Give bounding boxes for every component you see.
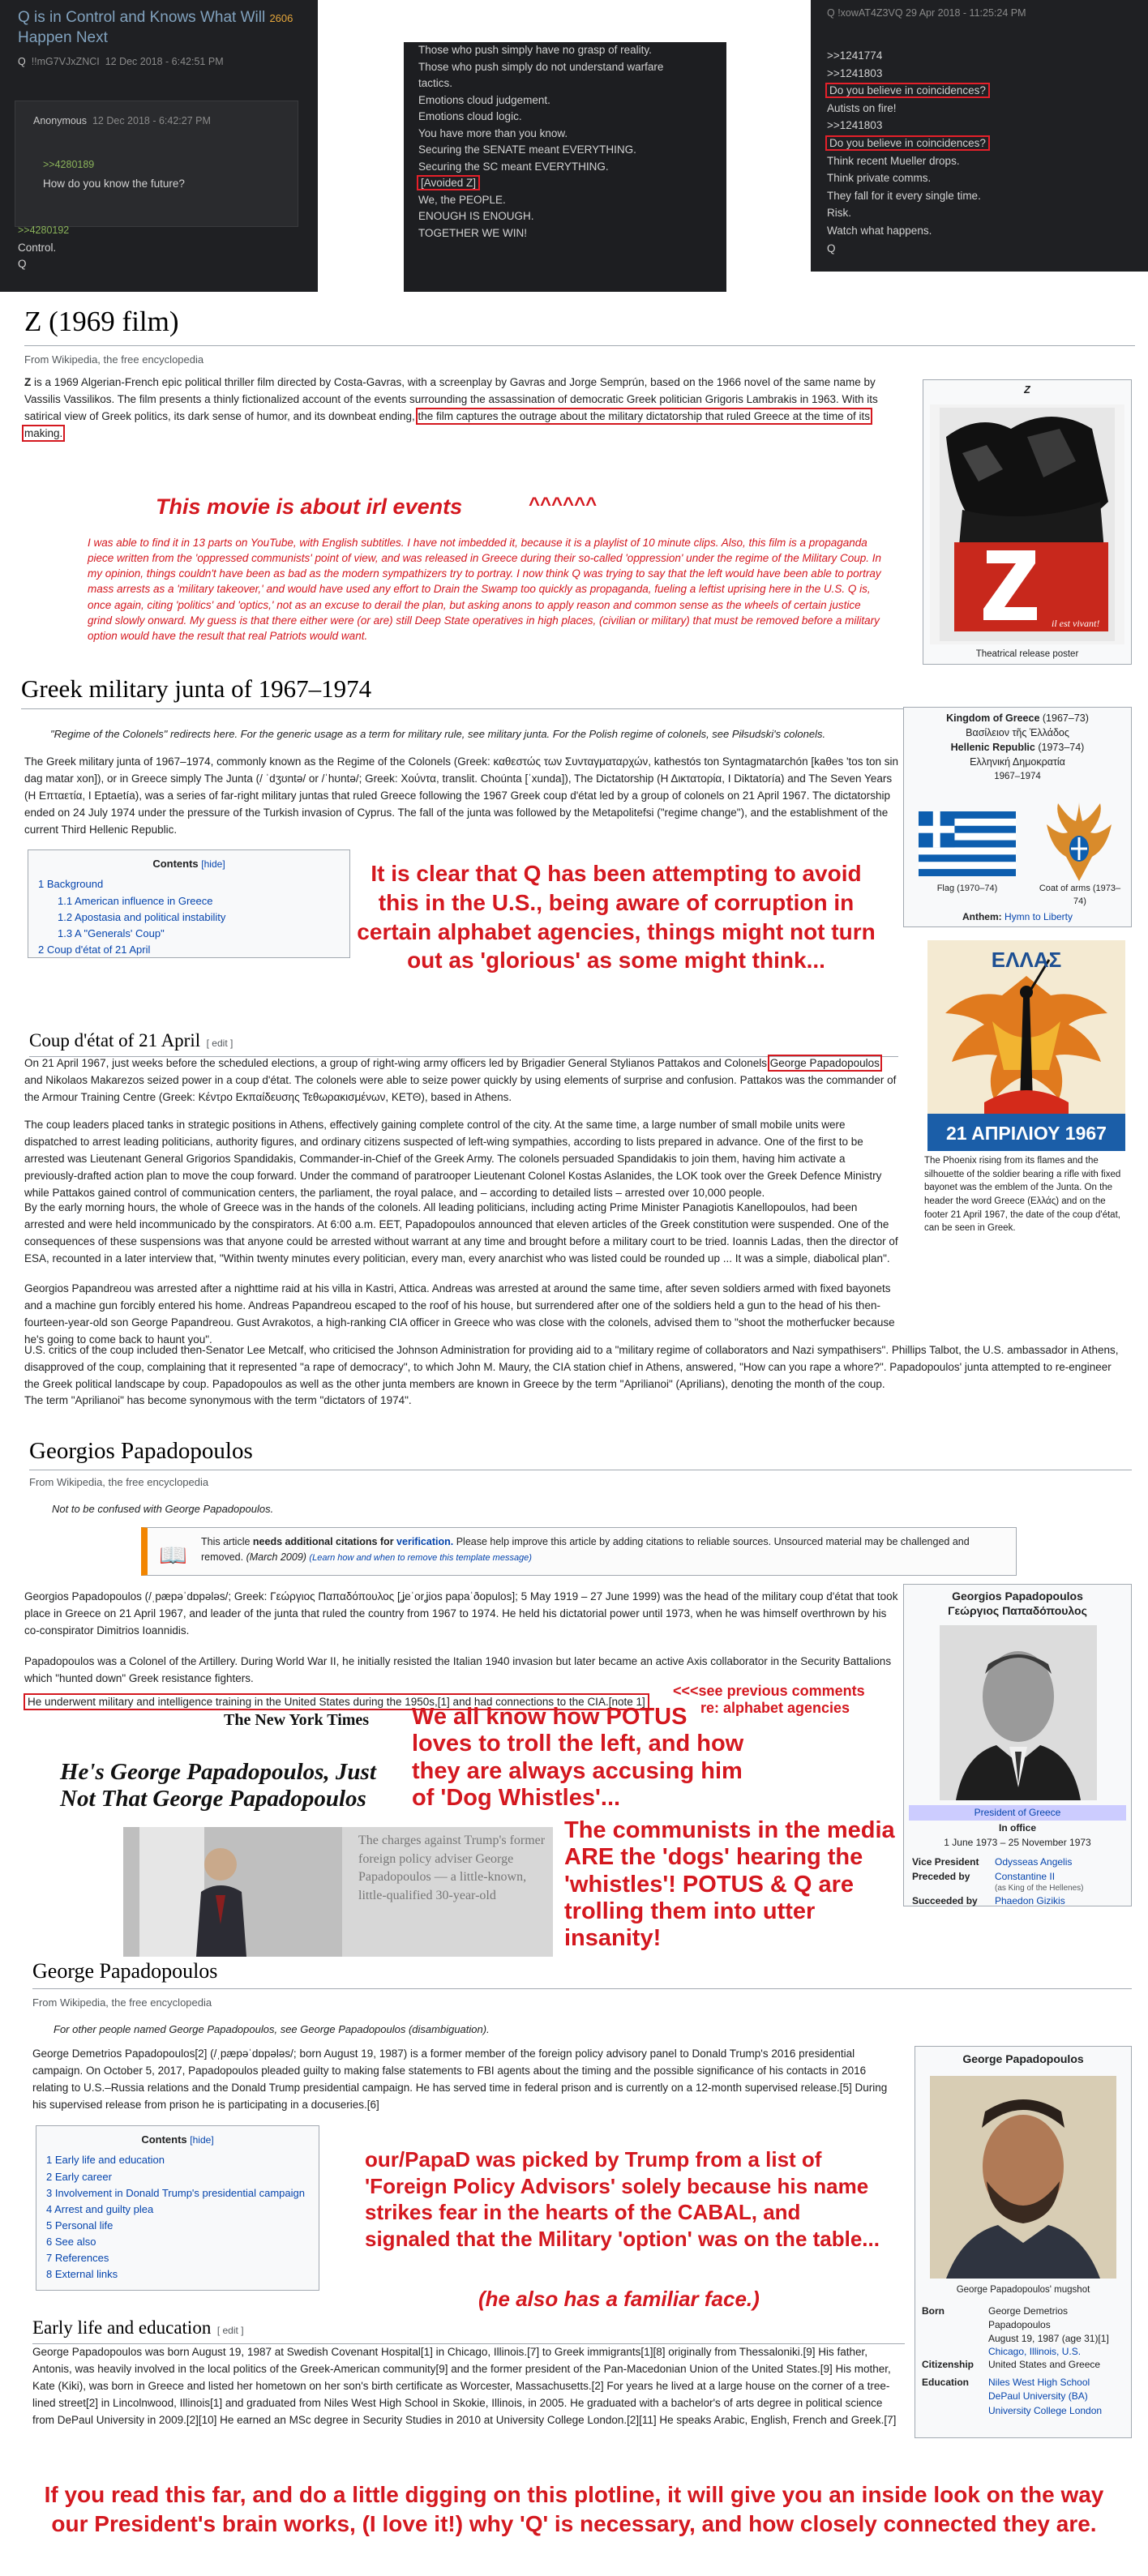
ib-inoffice: In office xyxy=(998,1822,1036,1834)
ref-link[interactable]: >>1241774 xyxy=(827,49,883,62)
geo-infobox xyxy=(915,2046,1132,2438)
panel3-line: Q xyxy=(827,242,836,255)
gp-hatnote: Not to be confused with George Papadopoulos. xyxy=(52,1503,274,1515)
toc-item[interactable]: 1.2 Apostasia and political instability xyxy=(58,910,226,923)
nyt-headline: He's George Papadopoulos, Just Not That George Papadopoulos xyxy=(60,1759,376,1812)
footer-callout: If you read this far, and do a little digging on this plotline, it will give you an inside look on the way our President's brain works, (I love it!) why 'Q' is necessary, and how closely connected they are. xyxy=(44,2482,1104,2537)
ib-office: President of Greece xyxy=(909,1805,1126,1821)
panel2-lines xyxy=(418,42,718,242)
callout-familiar-face: (he also has a familiar face.) xyxy=(478,2287,760,2311)
ib-pre-note: (as King of the Hellenes) xyxy=(995,1884,1084,1893)
junta-infobox: Kingdom of Greece (1967–73) Βασίλειον τῆς Ἑλλάδος Hellenic Republic (1973–74) Ελληνική Δημοκρατία 1967–1974 Flag (1970–74) Coat of arms (1973–74) Anthem: Hymn to Liberty xyxy=(903,707,1132,927)
q-post-panel-2 xyxy=(404,42,726,292)
toc-item[interactable]: 2 Coup d'état of 21 April xyxy=(38,944,151,956)
poster-caption: Theatrical release poster xyxy=(975,649,1079,659)
panel3-line: Autists on fire! xyxy=(827,101,897,114)
z-section xyxy=(24,302,1135,367)
gp-subtitle: From Wikipedia, the free encyclopedia xyxy=(29,1476,209,1489)
ib-years: 1967–1974 xyxy=(994,771,1041,781)
edit-link[interactable]: [ edit ] xyxy=(216,2325,244,2336)
panel2-line: Emotions cloud logic. xyxy=(418,110,522,123)
ib-suc-label: Succeeded by xyxy=(912,1895,978,1906)
post-count: 2606 xyxy=(269,12,293,24)
coup-p6: The term "Aprilianoi" has become synonymous with the term "dictators of 1974". xyxy=(24,1394,412,1406)
reply-ref[interactable]: >>4280189 xyxy=(43,159,95,170)
coup-p3: By the early morning hours, the whole of Greece was in the hands of the colonels. All leading politicians, including acting Prime Minister Panagiotis Kanellopoulos, had been arrested and were held incommunicado by the conspirators. At 6:00 a.m. EET, Papadopoulos announced that eleven articles of the Greek constitution were suspended. One of the consequences of these suspensions was that anyone could be arrested without warrant at any time and brought before a military court to be tried. Ioannis Ladas, then the director of ESA, recounted in a later interview that, "Within twenty minutes every politician, every man, every anarchist who was listed could be rounded up ... It was a simple, diabolical plan". xyxy=(24,1201,898,1264)
coup-p2: The coup leaders placed tanks in strategic positions in Athens, effectively gaining complete control of the city. At the same time, a large number of small mobile units were dispatched to arrest leading politicians, authority figures, and ordinary citizens suspected of left-wing sympathies, according to lists prepared in advance. One of the first to be arrested was Lieutenant General Grigorios Spandidakis, Commander-in-Chief of the Greek Army. The colonels persuaded Spandidakis to join them, having him activate a previously-drafted action plan to move the coup forward. Under the command of paratrooper Lieutenant Colonel Kostas Aslanides, the LOK took over the Greek Defence Ministry while Pattakos gained control of communication centers, the parliament, the royal palace, and – according to detailed lists – arrested over 10,000 people. xyxy=(24,1119,882,1199)
gp-portrait xyxy=(940,1625,1097,1800)
z-infobox xyxy=(923,379,1132,665)
reply-text: How do you know the future? xyxy=(43,178,185,190)
poster-date: 21 ΑΠΡΙΛΙΟΥ 1967 xyxy=(946,1123,1107,1144)
panel2-line: Securing the SENATE meant EVERYTHING. xyxy=(418,143,636,156)
infobox-title: Z xyxy=(1024,384,1030,396)
portrait-art xyxy=(940,1625,1097,1800)
junta-section xyxy=(21,671,910,709)
gp-p1: Georgios Papadopoulos (/ˌpæpəˈdɒpələs/; Greek: Γεώργιος Παπαδόπουλος [ʝeˈorʝios papaˈðopulos]; 5 May 1919 – 27 June 1999) was the head of the military coup d'état that took place in Greece on 21 April 1967, and leader of the junta that ruled the country from 1967 to 1974. He held his dictatorial power until 1973, when he was himself overthrown by his co-conspirator Dimitrios Ioannidis. xyxy=(24,1590,898,1637)
z-poster xyxy=(930,404,1124,644)
post-line-2: Q xyxy=(18,258,27,270)
panel2-line: Securing the SC meant EVERYTHING. xyxy=(418,160,609,173)
comment-z: I was able to find it in 13 parts on YouTube, with English subtitles. I have not imbedded it, because it is a playlist of 10 minute clips. Also, this film is a propaganda piece written from the 'oppressed communists' point of view, and was released in Greece during their so-called 'oppression' under the regime of the Military Coup. In my opinion, things couldn't have been as bad as the modern sympathizers try to portray. I now think Q was trying to say that the left would have been able to portray mass arrests as a 'military takeover,' and would have used any effort to Drain the Swamp too quickly as propaganda, fueling a leftist uprising here in the U.S. Q is, once again, citing 'politics' and 'optics,' not as an excuse to derail the plan, but asking anons to apply reason and common sense as the wheels of certain justice grind slowly onward. My guess is that there either were (or are) still Deep State operatives in high places, (civilian or military) that must be removed before a military option would have the result that real Patriots would want. xyxy=(88,537,882,642)
panel2-line: Those who push simply have no grasp of reality. xyxy=(418,44,652,56)
panel3-line: Watch what happens. xyxy=(827,224,932,237)
geo-title: George Papadopoulos xyxy=(32,1959,218,1983)
toc-item[interactable]: 3 Involvement in Donald Trump's presidential campaign xyxy=(46,2186,305,2199)
coup-p4: Georgios Papandreou was arrested after a nighttime raid at his villa in Kastri, Attica. Andreas was arrested at around the same time, after seven soldiers armed with fixed bayonets and a machine gun forcibly entered his home. Andreas Papandreou escaped to the roof of his house, but surrendered after one of the soldiers held a gun to the head of his then-fourteen-year-old son George Papandreou. Gust Avrakotos, a high-ranking CIA officer in Greece who was close with the colonels, advised them to "shoot the motherfucker because he's going to come back to haunt you". xyxy=(24,1282,895,1346)
z-poster-art xyxy=(930,404,1124,644)
gp-infobox xyxy=(903,1584,1132,1906)
toc-title: Contents xyxy=(152,858,199,870)
post-meta: Q !!mG7VJxZNCI 12 Dec 2018 - 6:42:51 PM xyxy=(18,56,224,67)
ib-kingdom: Kingdom of Greece xyxy=(946,712,1040,724)
poster-word: ΕΛΛΑΣ xyxy=(991,948,1062,972)
panel3-lines xyxy=(827,47,1135,257)
book-icon: 📖 xyxy=(159,1543,187,1568)
panel3-line: Risk. xyxy=(827,207,851,220)
junta-title: Greek military junta of 1967–1974 xyxy=(21,674,372,703)
panel2-line: ENOUGH IS ENOUGH. xyxy=(418,210,534,223)
panel2-line: TOGETHER WE WIN! xyxy=(418,226,527,239)
news-image xyxy=(123,1827,553,1957)
ib-republic: Hellenic Republic xyxy=(950,742,1035,754)
geo-subtitle: From Wikipedia, the free encyclopedia xyxy=(32,1996,212,2009)
born-value: George Demetrios Papadopoulos August 19, 1987 (age 31)[1] Chicago, Illinois, U.S. xyxy=(988,2305,1109,2358)
toc-item[interactable]: 5 Personal life xyxy=(46,2219,114,2232)
junta-poster xyxy=(927,940,1125,1151)
toc-item[interactable]: 4 Arrest and guilty plea xyxy=(46,2202,154,2215)
coincidence-highlight: Do you believe in coincidences? xyxy=(827,137,988,149)
junta-intro: The Greek military junta of 1967–1974, commonly known as the Regime of the Colonels (Greek: καθεστώς των Συνταγματαρχών, kathestós ton Syntagmatarchón [kaθes 'tos ton sin dag matar xon]), or in Greece simply The Junta (/ ˈdʒʊntə/ or /ˈhʊntə/; Greek: Χούντα, translit. Choúnta [ˈxunda]), The Dictatorship (Η Δικτατορία, I Diktatoría) and The Seven Years (Η Επταετία, I Eptaetía), was a series of far-right military juntas that ruled Greece following the 1967 Greek coup d'état led by a group of colonels on 21 April 1967. The dictatorship ended on 24 July 1974 under the pressure of the Turkish invasion of Cyprus. The fall of the junta was followed by the Metapolitefsi ("regime change"), and the establishment of the current Third Hellenic Republic. xyxy=(24,755,899,836)
gp-title: Georgios Papadopoulos xyxy=(29,1438,253,1464)
dictatorship-highlight: the film captures the outrage about the military dictatorship that ruled Greece at the time of its making. xyxy=(24,409,871,439)
toc-hide[interactable]: [hide] xyxy=(201,858,225,870)
callout-cabal: our/PapaD was picked by Trump from a list of 'Foreign Policy Advisors' solely because his name strikes fear in the hearts of the CABAL, and signaled that the Military 'option' was on the table... xyxy=(365,2147,880,2251)
callout-trolling: The communists in the media ARE the 'dogs' hearing the 'whistles'! POTUS & Q are trolling them into utter insanity! xyxy=(564,1817,895,1952)
callout-alphabet-agencies: It is clear that Q has been attempting to avoid this in the U.S., being aware of corruption in certain alphabet agencies, things might not turn out as 'glorious' as some might think... xyxy=(357,861,876,973)
ib-name-greek: Γεώργιος Παπαδόπουλος xyxy=(948,1603,1087,1617)
z-intro: Z is a 1969 Algerian-French epic political thriller film directed by Costa-Gavras, with a screenplay by Gavras and Jorge Semprún, based on the 1966 novel of the same name by Vassilis Vassilikos. The film presents a thinly fictionalized account of the events surrounding the assassination of democratic Greek politician Grigoris Lambrakis in 1963. With its satirical view of Greek politics, its dark sense of humor, and its downbeat ending, the film captures the outrage about the military dictatorship that ruled Greece at the time of its making. xyxy=(24,376,878,439)
junta-hatnote: "Regime of the Colonels" redirects here. For the generic usage as a term for military rule, see military junta. For the Polish regime of colonels, see Piłsudski's colonels. xyxy=(50,728,826,740)
panel2-line: Emotions cloud judgement. xyxy=(418,93,550,106)
post-title[interactable]: Q is in Control and Knows What Will 2606 Happen Next xyxy=(18,9,293,46)
callout-see-previous: <<<see previous comments re: alphabet agencies xyxy=(673,1683,865,1716)
ib-kingdom-greek: Βασίλειον τῆς Ἑλλάδος xyxy=(966,727,1069,739)
page-subtitle: From Wikipedia, the free encyclopedia xyxy=(24,353,204,366)
page-title: Z (1969 film) xyxy=(24,306,179,337)
phoenix-caption: The Phoenix rising from its flames and the silhouette of the soldier bearing a rifle with fixed bayonet was the emblem of the Junta. On the header the word Greece (Ελλάς) and on the footer 21 April 1967, the date of the coup d'état, can be seen in Greek. xyxy=(924,1156,1121,1234)
ib-republic-greek: Ελληνική Δημοκρατία xyxy=(970,756,1065,768)
greek-flag xyxy=(919,811,1016,876)
callout-irl-events: This movie is about irl events xyxy=(156,494,463,519)
ib-name: Georgios Papadopoulos xyxy=(952,1590,1083,1603)
geo-hatnote: For other people named George Papadopoulos, see George Papadopoulos (disambiguation). xyxy=(54,2023,490,2035)
edu-label: Education xyxy=(922,2377,970,2388)
toc-item[interactable]: 1.3 A "Generals' Coup" xyxy=(58,926,165,939)
panel3-line: Think private comms. xyxy=(827,172,932,185)
cia-highlight: He underwent military and intelligence training in the United States during the 1950s,[1] and had connections to the CIA.[note 1] xyxy=(28,1696,645,1708)
mug-caption: George Papadopoulos' mugshot xyxy=(956,2285,1090,2295)
reply-meta: Anonymous 12 Dec 2018 - 6:42:27 PM xyxy=(33,115,211,126)
toc-item[interactable]: 2 Early career xyxy=(46,2170,112,2183)
geo-p1: George Demetrios Papadopoulos[2] (/ˌpæpəˈdɒpələs/; born August 19, 1987) is a former member of the foreign policy advisory panel to Donald Trump's 2016 presidential campaign. On October 5, 2017, Papadopoulos pleaded guilty to making false statements to FBI agents about the timing and the possible significance of his contacts in 2016 relating to U.S.–Russia relations and the Donald Trump presidential campaign. He has served time in federal prison and is currently on a 12-month supervised release.[5] During his supervised release from prison he is participating in a docuseries.[6] xyxy=(32,2048,888,2111)
toc-title: Contents xyxy=(141,2133,187,2146)
coup-p1: On 21 April 1967, just weeks before the scheduled elections, a group of right-wing army officers led by Brigadier General Stylianos Pattakos and Colonels George Papadopoulos and Nikolaos Makarezos seized power in a coup d'état. The colonels were able to seize power quickly by using elements of surprise and confusion. Pattakos was the commander of the Armour Training Centre (Greek: Κέντρο Εκπαίδευσης Τεθωρακισμένων, ΚΕΤΘ), based in Athens. xyxy=(24,1057,897,1103)
reply-post xyxy=(15,101,298,227)
junta-toc xyxy=(28,849,350,958)
panel3-line: Think recent Mueller drops. xyxy=(827,154,960,167)
toc-item[interactable]: 1.1 American influence in Greece xyxy=(58,894,213,907)
nyt-logo: The New York Times xyxy=(224,1711,370,1729)
flag-caption: Flag (1970–74) xyxy=(936,884,998,893)
early-heading: Early life and education [ edit ] xyxy=(32,2315,905,2344)
papadopoulos-highlight[interactable]: George Papadopoulos xyxy=(769,1057,880,1069)
poster-tagline: il est vivant! xyxy=(1052,618,1100,629)
coup-heading: Coup d'état of 21 April [ edit ] xyxy=(29,1028,898,1057)
toc-item[interactable]: 6 See also xyxy=(46,2236,96,2249)
z-bold: Z xyxy=(24,376,32,388)
panel2-line: tactics. xyxy=(418,77,453,90)
news-text: The charges against Trump's former foreign policy adviser George Papadopoulos — a little-known, little-qualified 30-year-old xyxy=(358,1834,546,1903)
coat-of-arms xyxy=(1043,800,1115,881)
toc-item[interactable]: 1 Background xyxy=(38,878,104,891)
mugshot xyxy=(930,2076,1116,2279)
geo-ib-title: George Papadopoulos xyxy=(962,2052,1084,2065)
ib-pre[interactable]: Constantine II xyxy=(995,1871,1056,1882)
geo-section xyxy=(32,1957,1132,2010)
callout-dog-whistles: We all know how POTUS loves to troll the left, and how they are always accusing him of 'Dog Whistles'... xyxy=(412,1704,744,1812)
coup-p5: U.S. critics of the coup included then-Senator Lee Metcalf, who criticised the Johnson Administration for providing aid to a "military regime of collaborators and Nazi sympathisers". Phillips Talbot, the U.S. ambassador in Athens, disapproved of the coup, complaining that it represented "a rape of democracy", to which John M. Maury, the CIA station chief in Athens, answered, "How can you rape a whore?". Papadopoulos' junta attempted to re-engineer the Greek political landscape by coup. Papadopoulos as well as the other junta members are known in Greece by the term "Aprilianoi" (Aprilians), denoting the month of the coup. xyxy=(24,1344,1119,1390)
panel2-line: We, the PEOPLE. xyxy=(418,193,506,206)
ib-vp[interactable]: Odysseas Angelis xyxy=(995,1856,1073,1868)
toc-hide[interactable]: [hide] xyxy=(190,2134,214,2146)
ib-pre-label: Preceded by xyxy=(912,1871,970,1882)
ib-vp-label: Vice President xyxy=(912,1856,979,1868)
post-ref[interactable]: >>4280192 xyxy=(18,225,70,236)
q-post-panel-1 xyxy=(0,0,318,292)
panel3-line: They fall for it every single time. xyxy=(827,189,981,202)
callout-carets: ^^^^^^ xyxy=(529,494,598,516)
coa-caption: Coat of arms (1973–74) xyxy=(1039,884,1121,906)
gp-p2: Papadopoulos was a Colonel of the Artillery. During World War II, he initially resisted the Italian 1940 invasion but later became an active Axis collaborator in the Security Battalions which "hunted down" Greek resistance fighters. xyxy=(24,1655,892,1684)
toc-item[interactable]: 8 External links xyxy=(46,2268,118,2281)
edu-value[interactable]: Niles West High School DePaul University (BA) University College London xyxy=(988,2377,1103,2416)
avoided-z-highlight: [Avoided Z] xyxy=(418,177,478,189)
gp-section xyxy=(29,1435,1132,1491)
ref-link[interactable]: >>1241803 xyxy=(827,119,883,132)
early-p: George Papadopoulos was born August 19, 1987 at Swedish Covenant Hospital[1] in Chicago, Illinois.[7] to Greek immigrants[1][8] originally from Thessaloniki.[9] His father, Antonis, was heavily involved in the local politics of the Greek-American community[9] and the former president of the Pan-Macedonian Union of the United States.[9] His mother, Kate (Kiki), was born in Greece and listed her hometown on her son's birth certificate as Worcester, Massachusetts.[2] For years he lived at a large house on the corner of a tree-lined street[2] in Lincolnwood, Illinois[1] and graduated from Niles West High School in Skokie, Illinois, in 2005. He graduated with a bachelor's of arts degree in political science from DePaul University in 2009.[2][10] He earned an MSc degree in Security Studies in 2010 at University College London.[2][11] He speaks Arabic, English, French and Greek.[7] xyxy=(32,2346,897,2426)
coincidence-highlight: Do you believe in coincidences? xyxy=(827,84,988,96)
edit-link[interactable]: [ edit ] xyxy=(206,1038,233,1049)
panel2-line: You have more than you know. xyxy=(418,126,568,139)
born-label: Born xyxy=(922,2305,945,2317)
toc-item[interactable]: 1 Early life and education xyxy=(46,2154,165,2167)
citation-notice: 📖 This article needs additional citations for verification. Please help improve this article by adding citations to reliable sources. Unsourced material may be challenged and removed. (March 2009) (Learn how and when to remove this template message) xyxy=(141,1527,1017,1576)
ib-dates: 1 June 1973 – 25 November 1973 xyxy=(944,1837,1091,1848)
panel2-line: Those who push simply do not understand warfare xyxy=(418,60,664,73)
ref-link[interactable]: >>1241803 xyxy=(827,66,883,79)
ib-suc[interactable]: Phaedon Gizikis xyxy=(995,1895,1065,1906)
anthem: Anthem: Hymn to Liberty xyxy=(962,911,1073,922)
post-line-1: Control. xyxy=(18,242,57,254)
q-post-panel-3 xyxy=(811,0,1148,272)
toc-item[interactable]: 7 References xyxy=(46,2252,109,2265)
mugshot-art xyxy=(930,2076,1116,2279)
geo-toc xyxy=(36,2125,319,2291)
cit-value: United States and Greece xyxy=(988,2359,1101,2370)
panel3-header: Q !xowAT4Z3VQ 29 Apr 2018 - 11:25:24 PM xyxy=(827,7,1026,19)
cit-label: Citizenship xyxy=(922,2359,975,2370)
panel2-line xyxy=(418,175,718,192)
